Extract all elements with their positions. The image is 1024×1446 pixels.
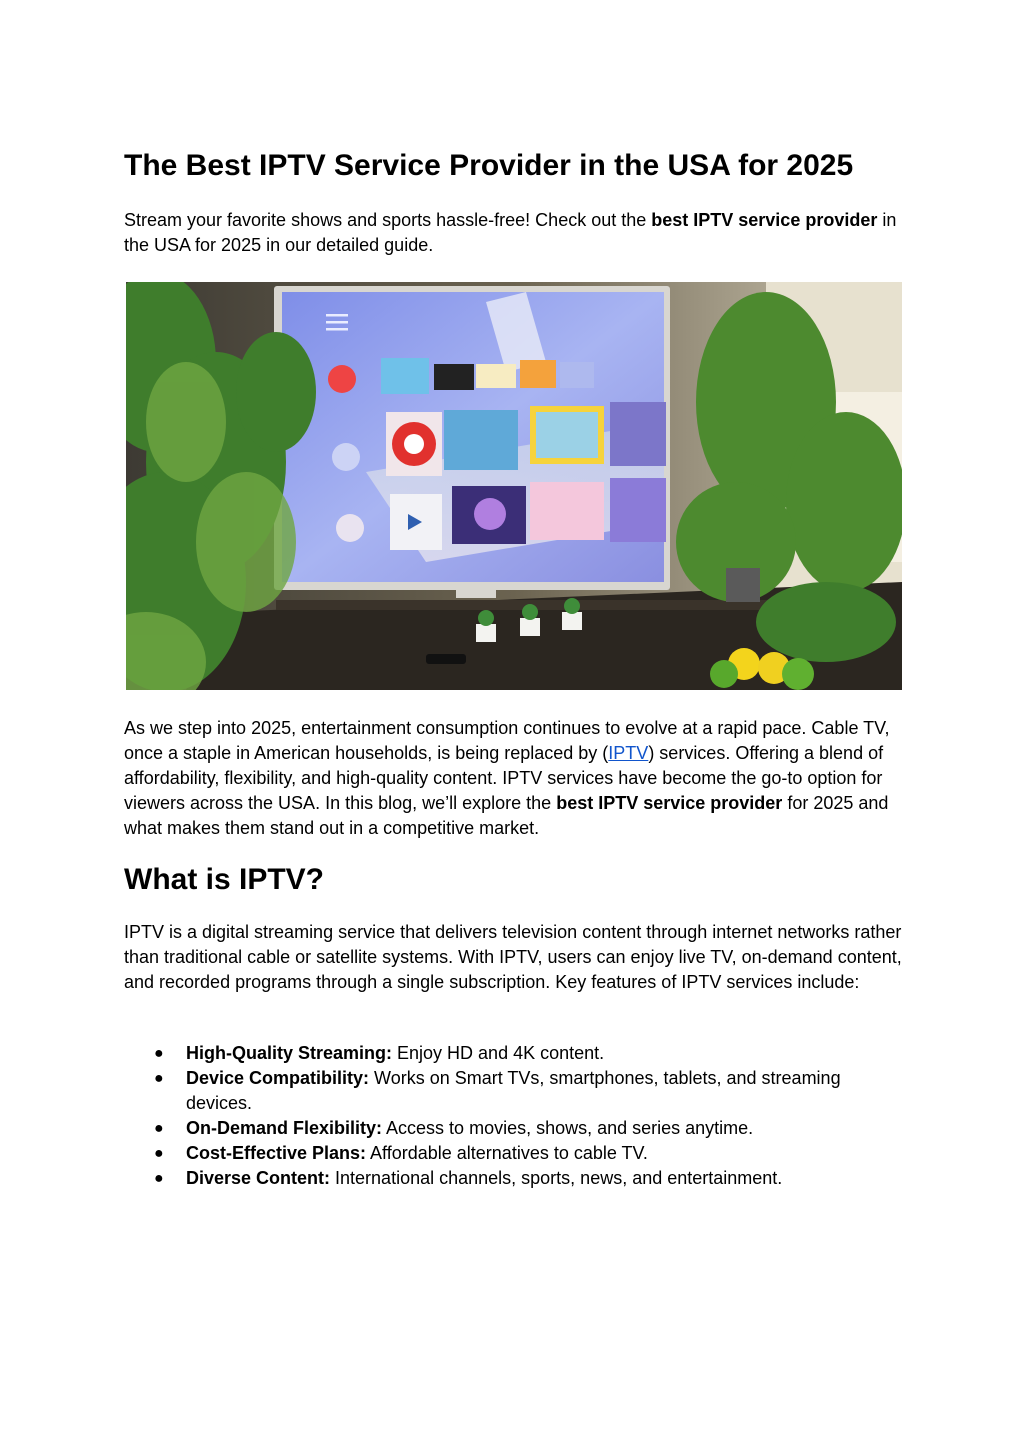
feature-text: Affordable alternatives to cable TV. — [366, 1143, 648, 1163]
hero-image — [126, 282, 902, 690]
p1-text: As we step into 2025, entertainment consumption continues to evolve at a rapid pace. Cable TV, once a staple in American households, is being replaced by ( — [124, 718, 890, 763]
bullet-icon: ● — [154, 1070, 164, 1087]
feature-label: Diverse Content: — [186, 1168, 331, 1188]
list-item — [124, 1166, 904, 1191]
intro-paragraph — [124, 208, 904, 258]
feature-text: Works on Smart TVs, smartphones, tablets, and streaming devices. — [186, 1068, 841, 1113]
list-item — [124, 1116, 904, 1141]
bullet-icon: ● — [154, 1045, 164, 1062]
feature-label: Device Compatibility: — [186, 1068, 370, 1088]
intro-text: Stream your favorite shows and sports hassle-free! Check out the — [124, 210, 652, 230]
intro-text-end: in the USA for 2025 in our detailed guide. — [124, 210, 897, 255]
iptv-link[interactable]: IPTV — [608, 743, 649, 763]
p1-text-mid: ) services. Offering a blend of affordability, flexibility, and high-quality content. IPTV services have become the go-to option for viewers across the USA. In this blog, we’ll explore the — [124, 743, 884, 813]
list-item — [124, 1066, 904, 1116]
intro-body-paragraph — [124, 716, 904, 841]
bullet-icon: ● — [154, 1145, 164, 1162]
p1-text-end: for 2025 and what makes them stand out in a competitive market. — [124, 793, 889, 838]
feature-label: High-Quality Streaming: — [186, 1043, 393, 1063]
list-item — [124, 1041, 904, 1066]
feature-text: Access to movies, shows, and series anytime. — [382, 1118, 754, 1138]
intro-bold-text: best IPTV service provider — [651, 210, 878, 230]
bullet-icon: ● — [154, 1120, 164, 1137]
feature-text: Enjoy HD and 4K content. — [392, 1043, 605, 1063]
list-item — [124, 1141, 904, 1166]
what-is-iptv-paragraph: IPTV is a digital streaming service that delivers television content through internet networks rather than traditional cable or satellite systems. With IPTV, users can enjoy live TV, on-demand content, and recorded programs through a single subscription. Key features of IPTV services include: — [124, 922, 902, 992]
feature-label: On-Demand Flexibility: — [186, 1118, 383, 1138]
feature-text: International channels, sports, news, and entertainment. — [330, 1168, 783, 1188]
p1-bold-text: best IPTV service provider — [556, 793, 783, 813]
section-heading-what-is-iptv: What is IPTV? — [124, 863, 325, 896]
hero-illustration — [126, 282, 902, 690]
page-title: The Best IPTV Service Provider in the USA for 2025 — [124, 149, 854, 182]
features-list — [124, 1041, 904, 1191]
bullet-icon: ● — [154, 1170, 164, 1187]
feature-label: Cost-Effective Plans: — [186, 1143, 367, 1163]
